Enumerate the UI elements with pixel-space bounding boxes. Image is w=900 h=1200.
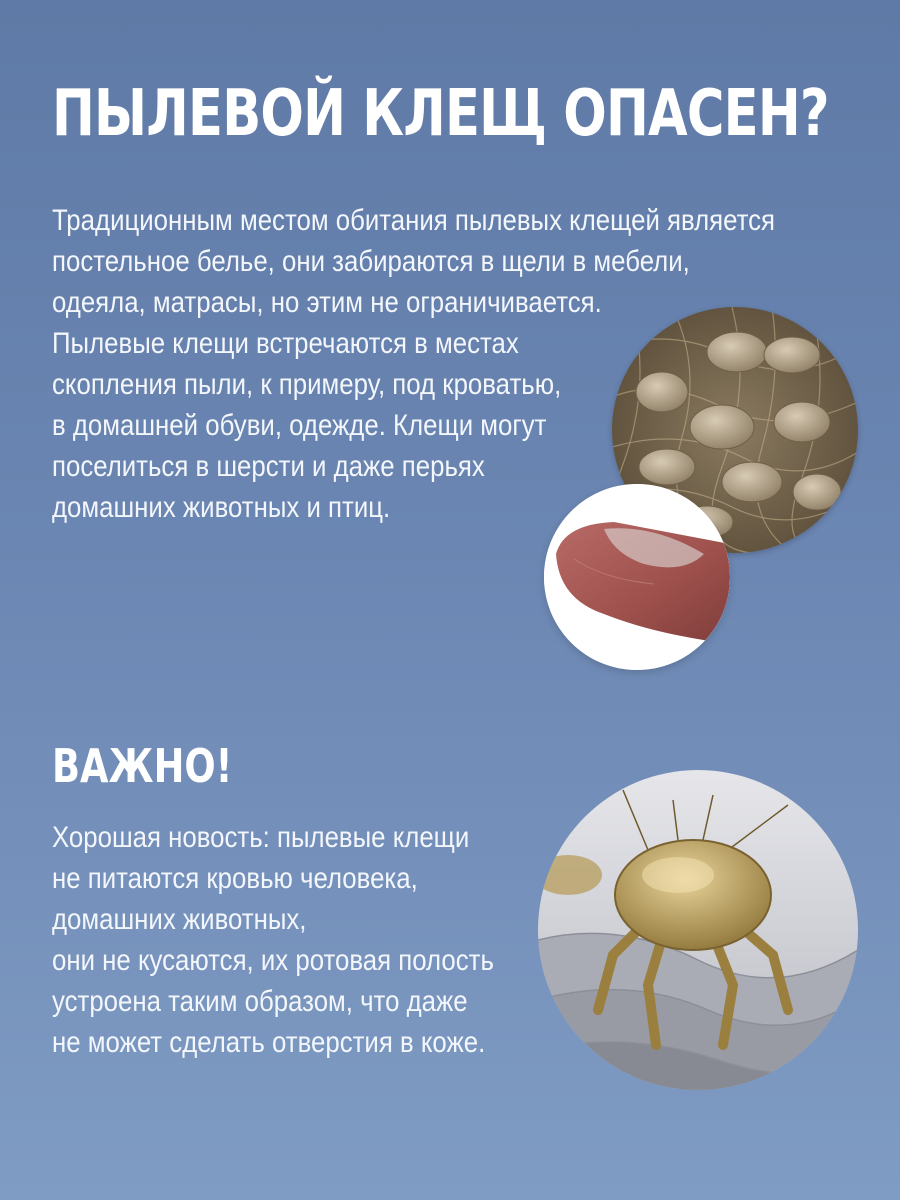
important-line: домашних животных, [52,903,307,936]
fingertip-illustration [544,484,730,670]
important-heading: ВАЖНО! [52,739,233,793]
finger-image [544,484,730,670]
intro-line: Традиционным местом обитания пылевых клещей является [52,204,776,237]
intro-line: скопления пыли, к примеру, под кроватью, [52,368,562,401]
mite-image [538,770,858,1090]
page-title: ПЫЛЕВОЙ КЛЕЩ ОПАСЕН? [52,77,829,151]
important-line: не может сделать отверстия в коже. [52,1026,486,1059]
important-line: Хорошая новость: пылевые клещи [52,821,470,854]
important-line: не питаются кровью человека, [52,862,418,895]
intro-line: постельное белье, они забираются в щели в мебели, [52,245,690,278]
important-line: устроена таким образом, что даже [52,985,468,1018]
intro-line: поселиться в шерсти и даже перьях [52,450,485,483]
intro-line: Пылевые клещи встречаются в местах [52,327,519,360]
intro-line: домашних животных и птиц. [52,491,391,524]
important-paragraph [52,817,494,1063]
intro-line: в домашней обуви, одежде. Клещи могут [52,409,547,442]
important-line: они не кусаются, их ротовая полость [52,944,494,977]
intro-line: одеяла, матрасы, но этим не ограничивается. [52,286,602,319]
dust-mite-illustration [538,770,858,1090]
